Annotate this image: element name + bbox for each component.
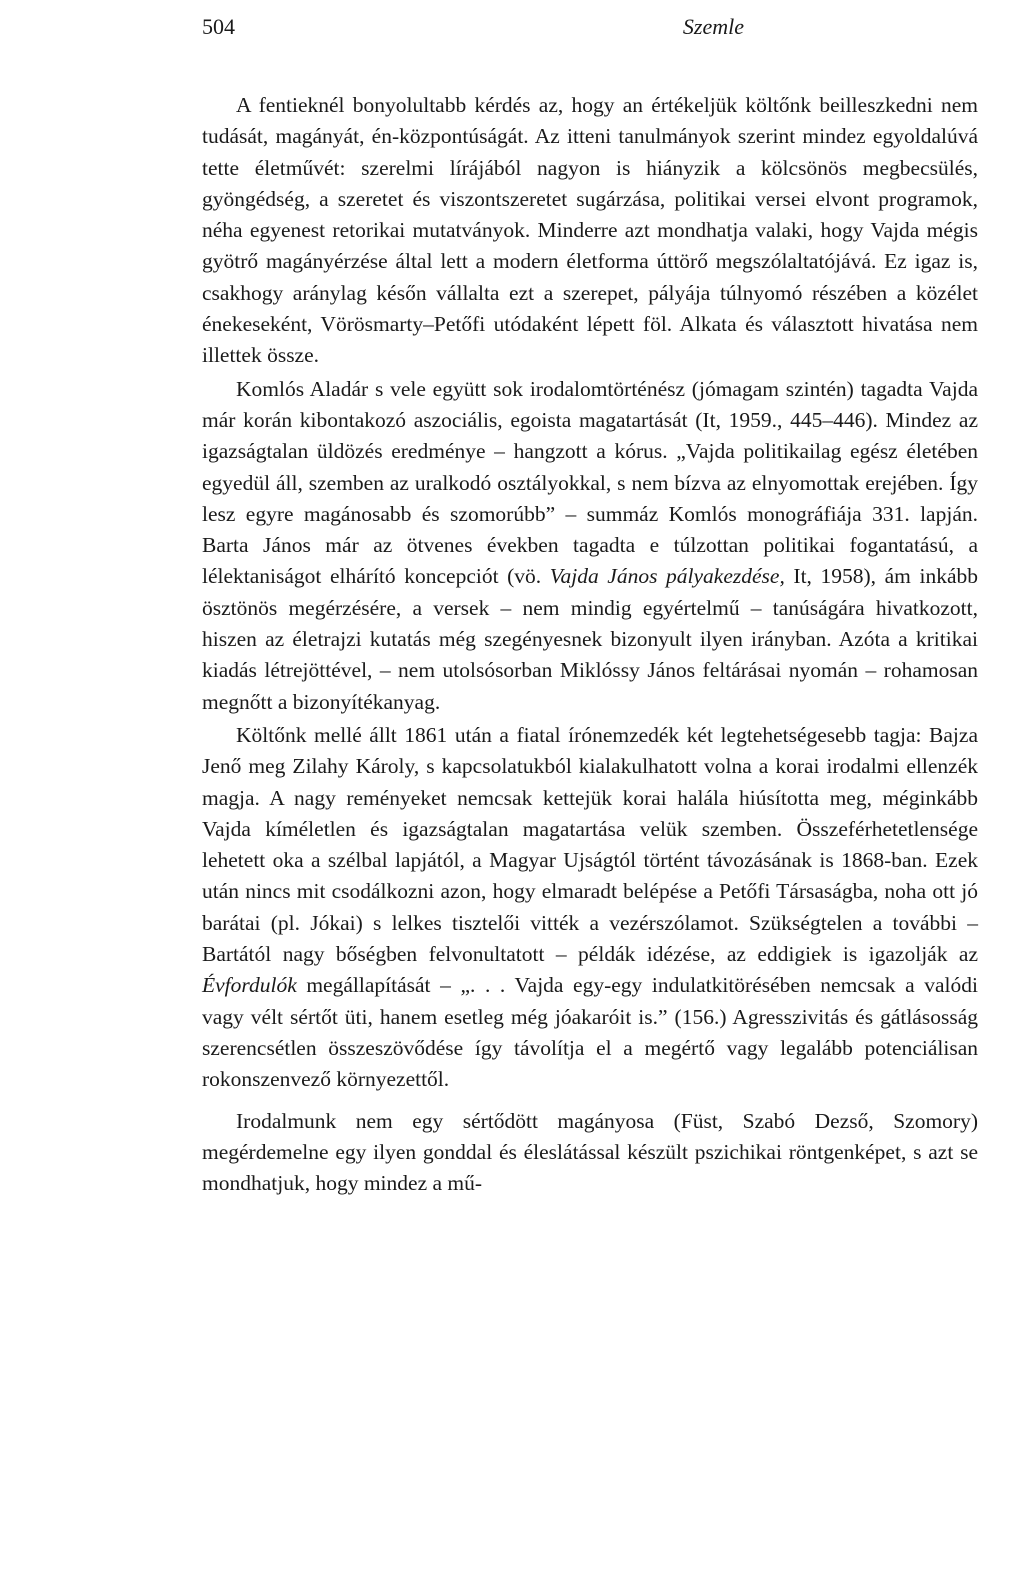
paragraph-text: Költőnk mellé állt 1861 után a fiatal írónemzedék két legtehetségesebb tagja: Bajza Jenő meg Zilahy Károly, s kapcsolatukból kialakulhatott volna a korai irodalmi ellenzék magja. A nagy reményeket nemcsak kettejük korai halála hiúsította meg, méginkább Vajda kíméletlen és igazságtalan magatartása velük szemben. Összeférhetetlensége lehetett oka a szélbal lapjától, a Magyar Ujságtól történt távozásának is 1868-ban. Ezek után nincs mit csodálkozni azon, hogy elmaradt belépése a Petőfi Társaságba, noha ott jó barátai (pl. Jókai) s lelkes tisztelői vitték a vezérszólamot. Szükségtelen a további – Bartától nagy bőségben felvonultatott – példák idézése, az eddigiek is igazolják az [202, 722, 978, 967]
italic-title: Vajda János pályakezdése, [549, 564, 785, 589]
paragraph [202, 90, 978, 372]
paragraph-text: Komlós Aladár s vele együtt sok irodalomtörténész (jómagam szintén) tagadta Vajda már korán kibontakozó aszociális, egoista magatartását (It, 1959., 445–446). Mindez az igazságtalan üldözés eredménye – hangzott a kórus. „Vajda politikailag egész életében egyedül áll, szemben az uralkodó osztályokkal, s nem bízva az elnyomottak erejében. Így lesz egyre magánosabb és szomorúbb” – summáz Komlós monográfiája 331. lapján. Barta János már az ötvenes években tagadta e túlzottan politikai fogantatású, a lélektaniságot elhárító koncepciót (vö. [202, 376, 978, 589]
page-header [202, 14, 976, 50]
paragraph [202, 1106, 978, 1200]
page-number: 504 [202, 14, 235, 39]
paragraph-text: megállapítását – „. . . Vajda egy-egy indulatkitörésében nemcsak a valódi vagy vélt sértőt üti, hanem esetleg még jóakaróit is.” (156.) Agresszivitás és gátlásosság szerencsétlen összeszövődése így távolítja el a megértő vagy legalább potenciálisan rokonszenvező környezettől. [202, 973, 978, 1092]
paragraph-text: It, 1958), ám inkább ösztönös megérzésére, a versek – nem mindig egyértelmű – tanúságára hivatkozott, hiszen az életrajzi kutatás még szegényesnek bizonyult ilyen irányban. Azóta a kritikai kiadás létrejöttével, – nem utolsósorban Miklóssy János feltárásai nyomán – rohamosan megnőtt a bizonyítékanyag. [202, 564, 978, 714]
paragraph [202, 374, 978, 718]
running-title: Szemle [682, 14, 744, 39]
italic-title: Évfordulók [202, 973, 297, 998]
paragraph-text: A fentieknél bonyolultabb kérdés az, hogy an értékeljük költőnk beilleszkedni nem tudását, magányát, én-központúságát. Az itteni tanulmányok szerint mindez egyoldalúvá tette életművét: szerelmi lírájából nagyon is hiányzik a kölcsönös megbecsülés, gyöngédség, a szeretet és viszontszeretet sugárzása, politikai versei elvont programok, néha egyenest retorikai mutatványok. Minderre azt mondhatja valaki, hogy Vajda mégis gyötrő magányérzése által lett a modern életforma úttörő megszólaltatójává. Ez igaz is, csakhogy aránylag későn vállalta ezt a szerepet, pályája túlnyomó részében a közélet énekeseként, Vörösmarty–Petőfi utódaként lépett föl. Alkata és választott hivatása nem illettek össze. [202, 93, 978, 368]
article-body [202, 90, 978, 1199]
paragraph-text: Irodalmunk nem egy sértődött magányosa (Füst, Szabó Dezső, Szomory) megérdemelne egy ilyen gonddal és éleslátással készült pszichikai röntgenképet, s azt se mondhatjuk, hogy mindez a mű- [202, 1108, 978, 1196]
paragraph [202, 720, 978, 1096]
